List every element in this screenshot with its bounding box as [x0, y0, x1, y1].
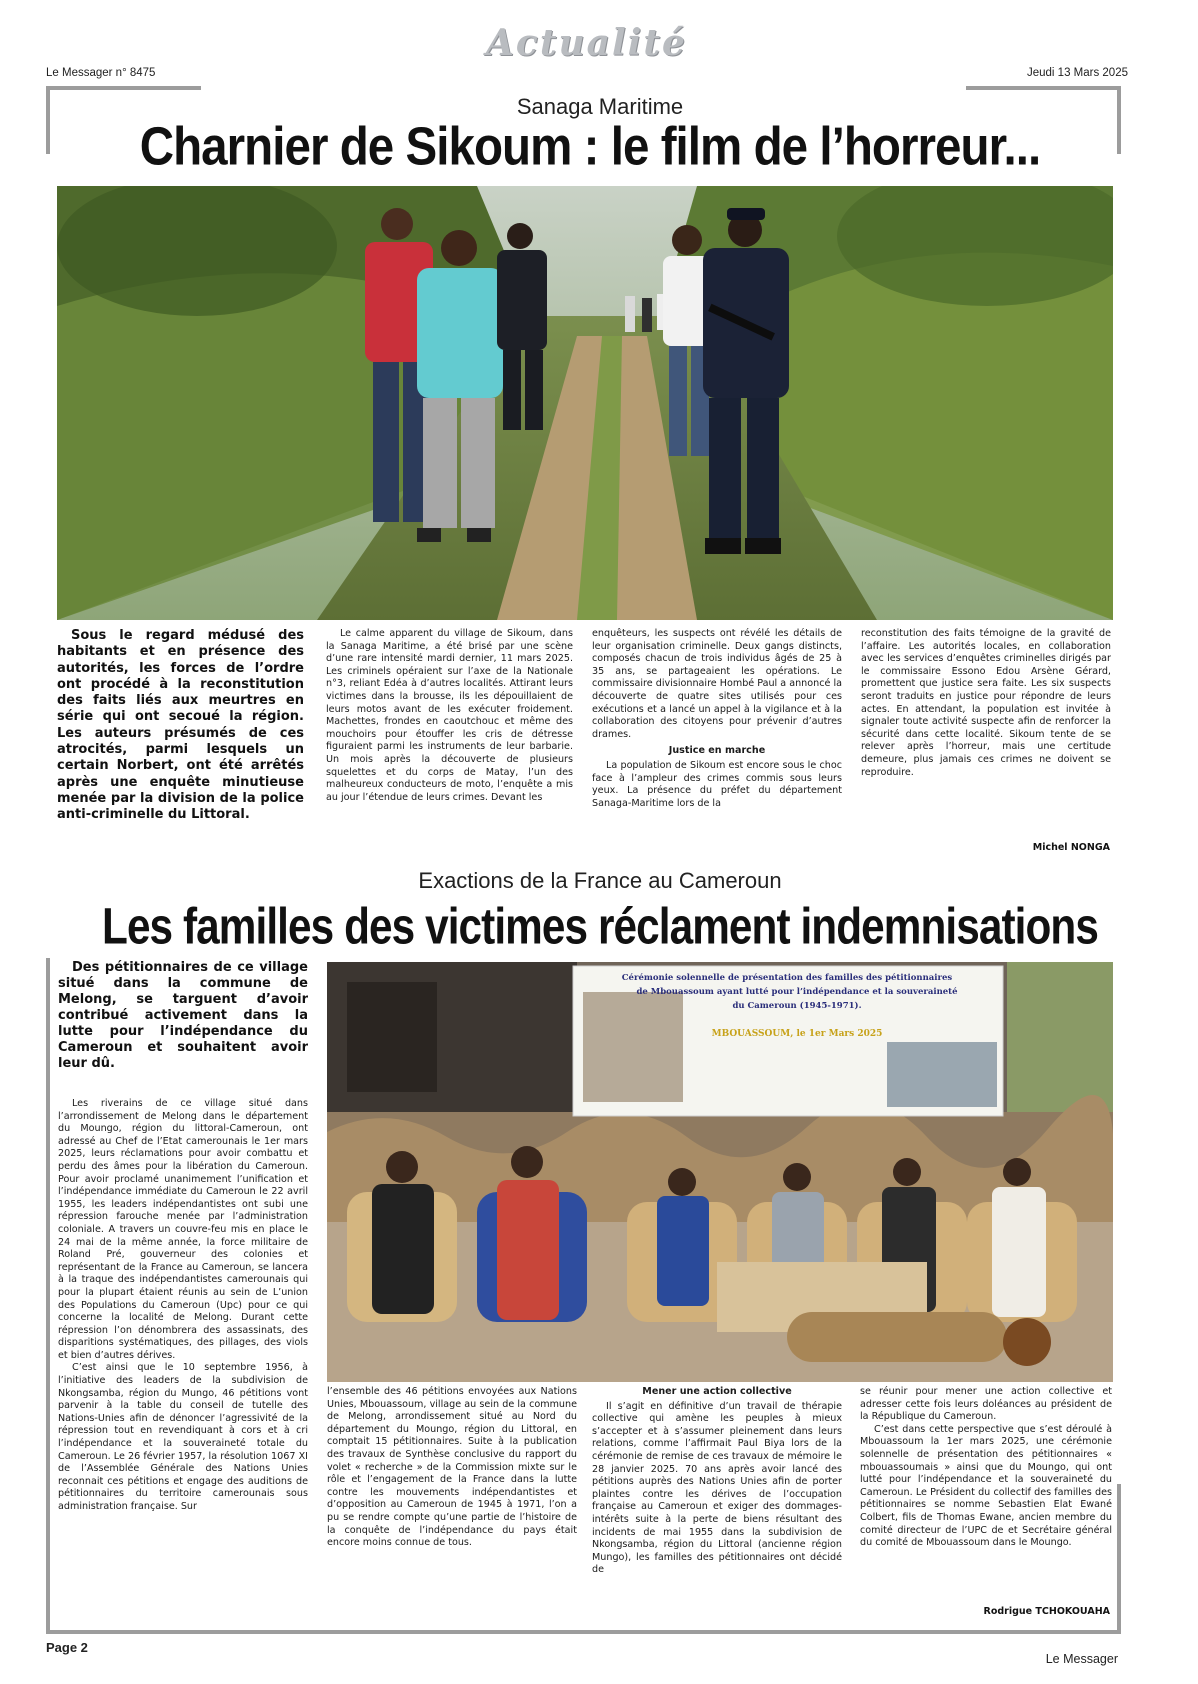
- article2-kicker: Exactions de la France au Cameroun: [418, 868, 782, 893]
- banner-place-date: MBOUASSOUM, le 1er Mars 2025: [711, 1029, 883, 1039]
- frame-left-bottom: [46, 958, 50, 1634]
- article2-column-4: [860, 1386, 1112, 1602]
- frame-left-top: [46, 86, 50, 154]
- article1-lead: [57, 628, 304, 850]
- article2-col4-text: se réunir pour mener une action collective et adresser cette fois leurs doléances au président de la République du Cameroun.: [860, 1386, 1112, 1423]
- article1-col2-text: Le calme apparent du village de Sikoum, dans la Sanaga Maritime, a été brisé par une scène d’une rare intensité mardi dernier, 11 mars 2025. Les criminels opéraient sur l’axe de la Nationale n°3, reliant Edéa à d’autres localités. Attirant leurs victimes dans la brousse, ils les dépouillaient de leurs motos avant de les exécuter froidement. Machettes, frondes en caoutchouc et même des mouchoirs pour étouffer les cris de détresse figuraient parmi les instruments de leur barbarie. Un mois après la découverte de plusieurs squelettes et du corps de Matay, l’un des malheureux conducteurs de moto, l’enquête a mis au jour l’étendue de leurs crimes. Devant les: [326, 628, 573, 803]
- frame-top-left: [46, 86, 201, 90]
- frame-right-bottom: [1117, 1484, 1121, 1634]
- article1-subhead: Justice en marche: [668, 745, 766, 757]
- article2-photo: [327, 962, 1113, 1382]
- article1-column-2: [326, 628, 573, 860]
- article1-column-4: [861, 628, 1111, 828]
- issue-date: Jeudi 13 Mars 2025: [1026, 67, 1128, 79]
- page-number: Page 2: [46, 1640, 88, 1655]
- article2-col1b-text: C’est ainsi que le 10 septembre 1956, à l’initiative des leaders de la subdivision de Nkongsamba, région du Mungo, 46 pétitions vont parvenir à la table du conseil de tutelle des Nations-Unies afin de dénoncer l’agressivité de la répression tout en revendiquant à cors et à cri l’indépendance et la souveraineté totale du Cameroun. Le 26 février 1957, la résolution 1067 XI de l’Assemblée Générale des Nations Unies reconnait ces pétitions et engage des auditions de pétitionnaires du territoire camerounais sous administration française. Sur: [58, 1362, 308, 1512]
- photo-suspects-illustration: [57, 186, 1113, 620]
- frame-top-right: [966, 86, 1121, 90]
- article2-column-2: [327, 1386, 577, 1586]
- article2-lead: [58, 960, 308, 1095]
- issue-number: Le Messager n° 8475: [46, 67, 156, 79]
- section-rubric: Actualité: [486, 22, 687, 64]
- article2-col1-text: Les riverains de ce village situé dans l’arrondissement de Melong dans le département du Moungo, région du littoral-Cameroun, ont adressé au Chef de l’Etat camerounais le 1er mars 2025, leurs réclamations pour avoir combattu et perdu des âmes pour la libération du Cameroun. Pour avoir proclamé unanimement l’unification et l’indépendance immédiate du Cameroun le 22 avril 1955, les leaders indépendantistes ont subi une répression farouche menée par l’administration coloniale. A travers un couvre-feu mis en place le 24 mai de la même année, la force militaire de Roland Pré, gouverneur des colonies et représentant de la France au Cameroun, se lancera à la traque des indépendantistes camerounais qui pour la plupart étaient réunis au sein de L’union des Populations du Cameroun (Upc) pour ce qui concerne la localité de Melong. Durant cette répression l’on dénombrera des assassinats, des disparitions systématiques, des pillages, des viols et bien d’autres dérives.: [58, 1098, 308, 1361]
- banner-line-3: du Cameroun (1945-1971).: [732, 1001, 862, 1011]
- article2-headline: Les familles des victimes réclament indemnisations: [102, 897, 1098, 955]
- article2-subhead: Mener une action collective: [642, 1386, 792, 1397]
- article1-col4-text: reconstitution des faits témoigne de la gravité de l’affaire. Les autorités locales, en collaboration avec les services d’enquêtes criminelles dirigés par le commissaire Essono Edou Arsène Gérard, promettent que justice sera faite. Les six suspects seront traduits en justice pour répondre de leurs actes. En attendant, la population est invitée à signaler toute activité suspecte afin de renforcer la sécurité dans cette localité. Sikoum tente de se relever après l’horreur, mais une certitude demeure, plus jamais ces crimes ne doivent se reproduire.: [861, 628, 1111, 778]
- article2-headline-box: [40, 896, 1160, 954]
- article2-col3-text: Il s’agit en définitive d’un travail de thérapie collective qui amène les peuples à mieux s’accepter et à s’assumer pleinement dans leurs relations, comme l’affirmait Paul Biya lors de la cérémonie de remise de ces travaux de mémoire le 28 janvier 2025. 70 ans après avoir lancé des pétitions auprès des Nations Unies afin de porter plaintes contre les dérives de l’occupation française au Cameroun et exiger des dommages-intérêts suite à la perte de biens résultant des incidents de mai 1955 dans la subdivision de Nkongsamba, région du Littoral (ancienne région Mungo), les familles des pétitionnaires ont décidé de: [592, 1400, 842, 1576]
- banner-line-2: de Mbouassoum ayant lutté pour l’indépendance et la souveraineté: [636, 987, 958, 997]
- article2-column-1: [58, 1098, 308, 1613]
- article1-headline: Charnier de Sikoum : le film de l’horreur...: [139, 116, 1041, 177]
- banner-line-1: Cérémonie solennelle de présentation des familles des pétitionnaires: [621, 973, 953, 983]
- article1-column-3: [592, 628, 842, 860]
- frame-bottom: [46, 1630, 1121, 1634]
- article1-photo: [57, 186, 1113, 620]
- article2-column-3: [592, 1386, 842, 1622]
- article1-col3-text: enquêteurs, les suspects ont révélé les détails de leur organisation criminelle. Deux gangs distincts, composés chacun de trois individus âgés de 25 à 35 ans, se partageaient les opérations. Le commissaire divisionnaire Hombé Paul a annoncé la découverte de quatre sites utilisés pour ces exécutions et a lancé un appel à la vigilance et à la collaboration des citoyens pour prévenir d’autres drames.: [592, 628, 842, 740]
- article1-headline-box: [60, 116, 1120, 176]
- article2-col4b-text: C’est dans cette perspective que s’est déroulé à Mbouassoum la 1er mars 2025, une cérémonie solennelle de présentation des pétitionnaires « mbouassoumais » ainsi que du Moungo, qui ont lutté pour l’indépendance et la souveraineté du Cameroun. Le Président du collectif des familles des pétitionnaires se nomme Sebastien Elat Ewané Colbert, fils de Thomas Ewane, ancien membre du comité directeur de l’UPC de et Secrétaire général du comité de Mbouassoum dans le Moungo.: [860, 1423, 1112, 1549]
- article1-signature: Michel NONGA: [1032, 842, 1110, 853]
- article2-lead-text: Des pétitionnaires de ce village situé dans la commune de Melong, se targuent d’avoir contribué activement dans la lutte pour l’indépendance du Cameroun et souhaitent avoir leur dû.: [58, 960, 308, 1071]
- article1-lead-text: Sous le regard médusé des habitants et en présence des autorités, les forces de l’ordre ont procédé à la reconstitution des faits liés aux meurtres en série qui ont secoué la région. Les auteurs présumés de ces atrocités, parmi lesquels un certain Norbert, ont été arrêtés après une enquête minutieuse menée par la division de la police anti-criminelle du Littoral.: [57, 628, 304, 823]
- article1-kicker: Sanaga Maritime: [516, 94, 684, 119]
- photo-ceremony-illustration: [327, 962, 1113, 1382]
- article2-signature: Rodrigue TCHOKOUAHA: [983, 1606, 1110, 1617]
- article1-col3b-text: La population de Sikoum est encore sous le choc face à l’ampleur des crimes commis sous leurs yeux. La présence du préfet du département Sanaga-Maritime lors de la: [592, 759, 842, 809]
- footer-paper-name: Le Messager: [1045, 1652, 1118, 1666]
- article2-col2-text: l’ensemble des 46 pétitions envoyées aux Nations Unies, Mbouassoum, village au sein de la commune de Melong, arrondissement situé au Nord du département du Moungo, région du Littoral, en comptait 15 pétitionnaires. Suite à la publication des travaux de Synthèse conclusive du rapport du volet « recherche » de la Commission mixte sur le rôle et l’engagement de la France dans la lutte contre les mouvements indépendantistes et d’opposition au Cameroun de 1945 à 1971, l’on a pu se rendre compte qu’une partie de l’histoire de la conquête de l’indépendance du pays était encore moins connue de tous.: [327, 1386, 577, 1549]
